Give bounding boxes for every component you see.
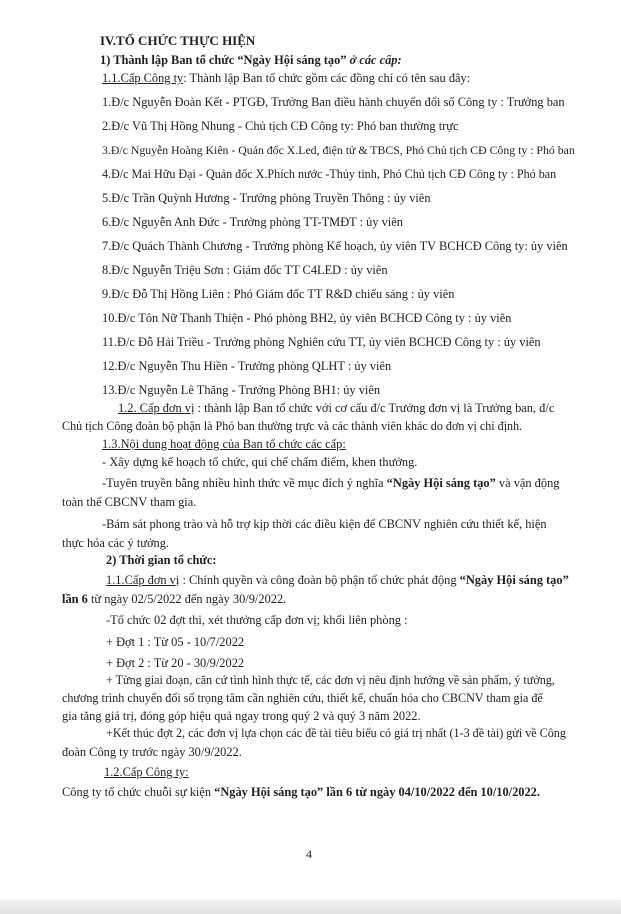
member-2: 2.Đ/c Vũ Thị Hồng Nhung - Chủ tịch CĐ Công ty: Phó ban thường trực bbox=[102, 119, 459, 133]
sub21-line bbox=[106, 572, 569, 588]
rounds-intro: -Tổ chức 02 đợt thi, xét thưởng cấp đơn vị; khối liên phòng : bbox=[106, 613, 408, 627]
page-number: 4 bbox=[306, 847, 312, 861]
activity-2 bbox=[102, 475, 559, 491]
member-6: 6.Đ/c Nguyễn Anh Đức - Trưởng phòng TT-TMĐT : ủy viên bbox=[102, 215, 403, 229]
member-5: 5.Đ/c Trần Quỳnh Hương - Trưởng phòng Truyền Thông : ủy viên bbox=[102, 191, 431, 205]
stage-line-2: chương trình chuyển đổi số trọng tâm cần nghiên cứu, thiết kế, chuẩn hóa cho CBCNV tham gia để bbox=[62, 691, 543, 705]
activity-3-line2: thực hóa các ý tưởng. bbox=[62, 536, 170, 550]
page-bottom-edge bbox=[0, 900, 621, 914]
member-13: 13.Đ/c Nguyễn Lê Thăng - Trưởng Phòng BH1: ủy viên bbox=[102, 383, 381, 397]
part1-title-suffix: ở các cấp: bbox=[349, 53, 402, 67]
activity-2-line2: toàn thể CBCNV tham gia. bbox=[62, 495, 197, 509]
activity-2-tail: và vận động bbox=[498, 476, 560, 490]
sub21-edition: lần 6 bbox=[62, 592, 88, 606]
member-11: 11.Đ/c Đỗ Hải Triều - Trưởng phòng Nghiên cứu TT, ủy viên BCHCĐ Công ty : ủy viên bbox=[102, 335, 541, 349]
company-text: Công ty tổ chức chuỗi sự kiện bbox=[62, 785, 212, 799]
sub11-label: 1.1.Cấp Công ty bbox=[102, 71, 184, 85]
stage-line-1: + Từng giai đoạn, căn cứ tình hình thực tế, các đơn vị nêu định hướng về sản phẩm, ý tưởng, bbox=[106, 673, 555, 687]
activity-2-text: -Tuyên truyền bằng nhiều hình thức về mục đích ý nghĩa bbox=[102, 476, 384, 490]
end-line-1: +Kết thúc đợt 2, các đơn vị lựa chọn các đề tài tiêu biểu có giá trị nhất (1-3 đề tài) gửi về Công bbox=[106, 726, 566, 740]
sub22-label: 1.2.Cấp Công ty: bbox=[104, 765, 189, 779]
stage-line-3: gia tăng giá trị, đóng góp hiệu quả ngay trong quý 2 và quý 3 năm 2022. bbox=[62, 709, 421, 723]
part1-title bbox=[100, 52, 402, 68]
activity-2-bold: “Ngày Hội sáng tạo” bbox=[386, 476, 496, 490]
section-title: IV.TỔ CHỨC THỰC HIỆN bbox=[100, 33, 256, 48]
sub21-label: 1.1.Cấp đơn vị bbox=[106, 573, 180, 587]
sub12-label: 1.2. Cấp đơn vị bbox=[118, 401, 195, 415]
sub21-line2 bbox=[62, 591, 286, 607]
sub21-dates: từ ngày 02/5/2022 đến ngày 30/9/2022. bbox=[90, 592, 287, 606]
activity-1: - Xây dựng kế hoạch tổ chức, qui chế chấm điểm, khen thưởng. bbox=[102, 455, 418, 469]
round-1: + Đợt 1 : Từ 05 - 10/7/2022 bbox=[106, 635, 245, 649]
member-3: 3.Đ/c Nguyễn Hoàng Kiên - Quản đốc X.Led, điện tử & TBCS, Phó Chủ tịch CĐ Công ty : Phó ban bbox=[102, 143, 575, 157]
member-7: 7.Đ/c Quách Thành Chương - Trưởng phòng Kế hoạch, ủy viên TV BCHCĐ Công ty: ủy viên bbox=[102, 239, 568, 253]
company-line bbox=[62, 784, 540, 800]
sub12-text: : thành lập Ban tổ chức với cơ cấu đ/c Trưởng đơn vị là Trưởng ban, đ/c bbox=[197, 401, 555, 415]
round-2: + Đợt 2 : Từ 20 - 30/9/2022 bbox=[106, 656, 245, 670]
sub12-line bbox=[118, 400, 554, 416]
company-bold: “Ngày Hội sáng tạo” lần 6 từ ngày 04/10/2022 đến 10/10/2022. bbox=[214, 785, 540, 799]
activity-3: -Bám sát phong trào và hỗ trợ kịp thời các điều kiện để CBCNV nghiên cứu thiết kế, hiện bbox=[102, 517, 547, 531]
sub12-line2: Chủ tịch Công đoàn bộ phận là Phó ban thường trực và các thành viên khác do đơn vị chỉ định. bbox=[62, 419, 523, 433]
sub11-text: : Thành lập Ban tổ chức gồm các đồng chí có tên sau đây: bbox=[183, 71, 471, 85]
sub21-bold: “Ngày Hội sáng tạo” bbox=[459, 573, 569, 587]
sub13-label: 1.3.Nội dung hoạt động của Ban tổ chức các cấp: bbox=[102, 437, 346, 451]
member-12: 12.Đ/c Nguyễn Thu Hiền - Trưởng phòng QLHT : ủy viên bbox=[102, 359, 392, 373]
sub11-line bbox=[102, 70, 470, 86]
member-8: 8.Đ/c Nguyễn Triệu Sơn : Giám đốc TT C4LED : ủy viên bbox=[102, 263, 388, 277]
sub21-text: : Chính quyền và công đoàn bộ phận tổ chức phát động bbox=[182, 573, 457, 587]
end-line-2: đoàn Công ty trước ngày 30/9/2022. bbox=[62, 745, 242, 759]
member-9: 9.Đ/c Đỗ Thị Hồng Liên : Phó Giám đốc TT R&D chiếu sáng : ủy viên bbox=[102, 287, 455, 301]
part2-title: 2) Thời gian tổ chức: bbox=[106, 553, 217, 567]
member-10: 10.Đ/c Tôn Nữ Thanh Thiện - Phó phòng BH2, ủy viên BCHCĐ Công ty : ủy viên bbox=[102, 311, 512, 325]
part1-title-main: 1) Thành lập Ban tổ chức “Ngày Hội sáng tạo” bbox=[100, 53, 347, 67]
member-1: 1.Đ/c Nguyễn Đoàn Kết - PTGĐ, Trưởng Ban điều hành chuyển đổi số Công ty : Trưởng ban bbox=[102, 95, 565, 109]
member-4: 4.Đ/c Mai Hữu Đại - Quản đốc X.Phích nước -Thủy tinh, Phó Chủ tịch CĐ Công ty : Phó ban bbox=[102, 167, 557, 181]
